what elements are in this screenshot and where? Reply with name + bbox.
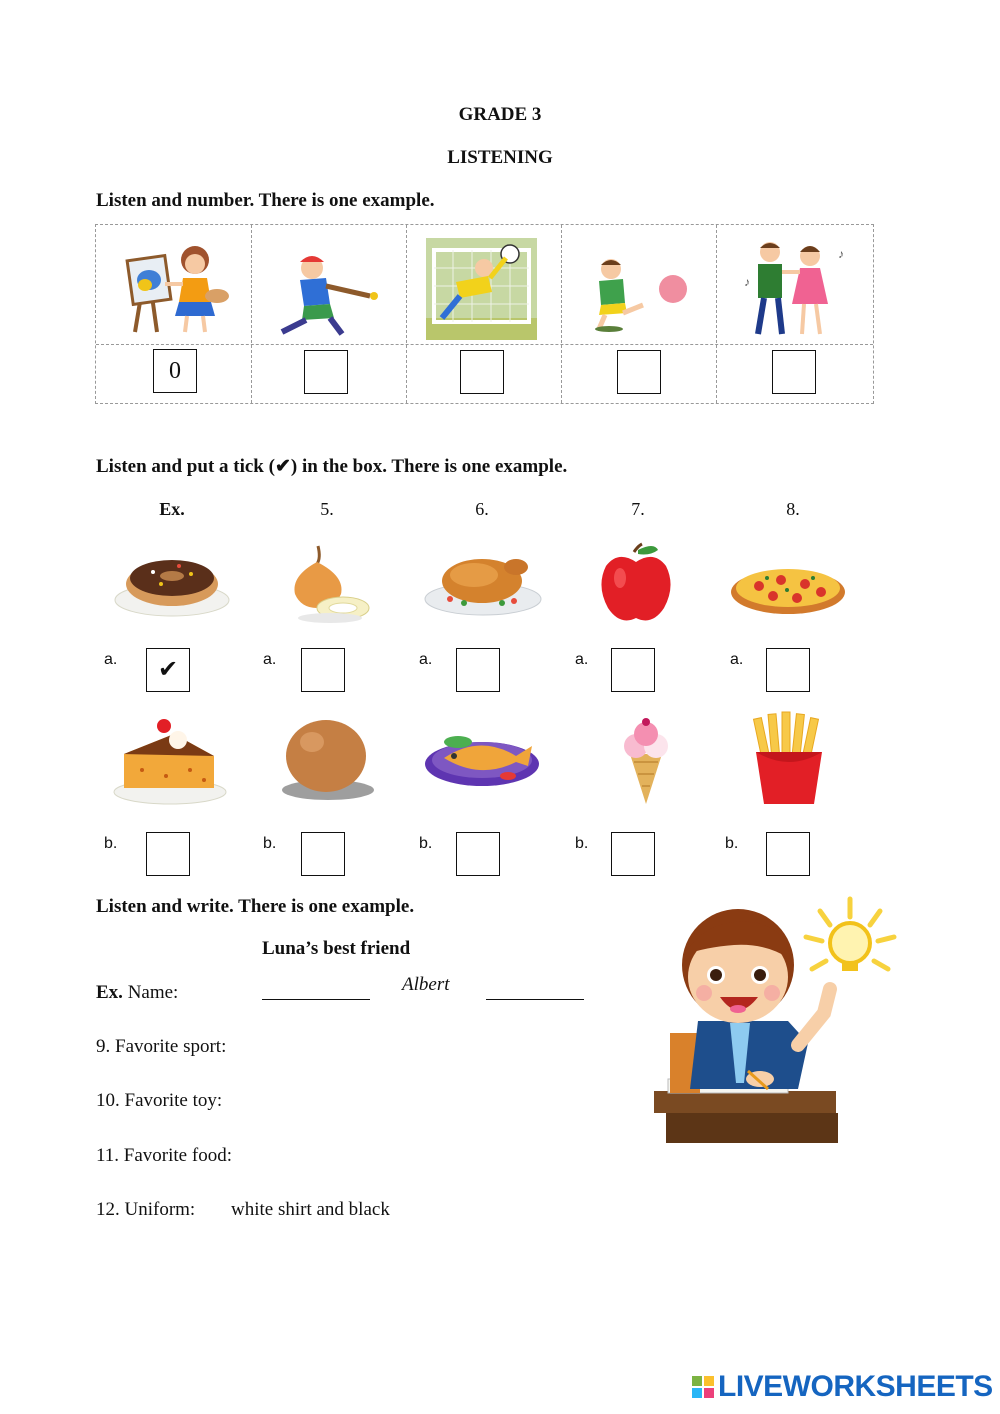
label-a-ex: a. xyxy=(104,651,118,668)
goalkeeper-icon xyxy=(426,238,537,340)
tick-box-ex-b xyxy=(146,832,190,876)
tick-box-ex-a: ✔ xyxy=(146,648,190,692)
label-a-5: a. xyxy=(263,651,277,668)
answer-input-9[interactable] xyxy=(260,1034,594,1062)
boy-with-idea-icon xyxy=(648,893,906,1148)
column-number-8: 8. xyxy=(786,499,800,519)
tick-box-7-b[interactable] xyxy=(611,832,655,876)
boy-playing-baseball-icon xyxy=(270,248,382,338)
label-b-8: b. xyxy=(725,835,739,852)
label-b-ex: b. xyxy=(104,835,118,852)
tick-box-7-a[interactable] xyxy=(611,648,655,692)
tick-box-8-a[interactable] xyxy=(766,648,810,692)
item-label-11: 11. Favorite food: xyxy=(96,1145,232,1166)
tick-box-8-b[interactable] xyxy=(766,832,810,876)
example-answer: Albert xyxy=(402,974,450,995)
example-blank-left xyxy=(262,999,370,1000)
item-label-12: 12. Uniform: xyxy=(96,1199,196,1220)
boy-kicking-ball-icon xyxy=(585,255,693,333)
answer-input-11[interactable] xyxy=(260,1143,594,1171)
liveworksheets-watermark: LIVEWORKSHEETS xyxy=(718,1370,993,1403)
part3-instruction: Listen and write. There is one example. xyxy=(96,896,415,917)
example-field-label: Name: xyxy=(127,982,179,1003)
item-text-12: white shirt and black xyxy=(231,1199,390,1220)
couple-dancing-icon xyxy=(740,238,852,338)
item-label-9: 9. Favorite sport: xyxy=(96,1036,227,1057)
column-number-6: 6. xyxy=(475,499,489,519)
svg-text:♪: ♪ xyxy=(744,275,750,289)
girl-painting-icon xyxy=(125,240,230,335)
tick-box-5-a[interactable] xyxy=(301,648,345,692)
worksheet-section: LISTENING xyxy=(447,147,553,168)
column-number-7: 7. xyxy=(631,499,645,519)
tick-box-6-b[interactable] xyxy=(456,832,500,876)
part3-heading: Luna’s best friend xyxy=(262,938,411,959)
item-label-10: 10. Favorite toy: xyxy=(96,1090,223,1111)
answer-input-12[interactable] xyxy=(410,1197,594,1225)
cake-slice-icon xyxy=(112,716,228,806)
roast-chicken-icon xyxy=(424,545,542,617)
pizza-icon xyxy=(729,560,847,616)
worksheet-grade: GRADE 3 xyxy=(458,104,542,125)
number-box-1[interactable] xyxy=(304,350,348,394)
liveworksheets-logo-icon xyxy=(692,1376,716,1400)
egg-icon xyxy=(278,718,376,802)
number-box-3[interactable] xyxy=(617,350,661,394)
number-box-4[interactable] xyxy=(772,350,816,394)
svg-text:♪: ♪ xyxy=(838,247,844,261)
french-fries-icon xyxy=(748,712,830,808)
label-a-7: a. xyxy=(575,651,589,668)
label-a-6: a. xyxy=(419,651,433,668)
tick-box-6-a[interactable] xyxy=(456,648,500,692)
tick-box-5-b[interactable] xyxy=(301,832,345,876)
label-b-6: b. xyxy=(419,835,433,852)
donut-icon xyxy=(113,548,231,618)
column-number-ex: Ex. xyxy=(159,499,185,519)
column-number-5: 5. xyxy=(320,499,334,519)
label-b-7: b. xyxy=(575,835,589,852)
part2-instruction: Listen and put a tick (✔) in the box. There is one example. xyxy=(96,456,568,477)
apple-icon xyxy=(598,542,674,626)
onion-icon xyxy=(285,542,375,624)
ice-cream-icon xyxy=(620,716,672,806)
label-b-5: b. xyxy=(263,835,277,852)
example-blank-right xyxy=(486,999,584,1000)
example-label: Ex. xyxy=(96,982,123,1003)
label-a-8: a. xyxy=(730,651,744,668)
fish-dish-icon xyxy=(424,726,540,788)
example-number-box: 0 xyxy=(153,349,197,393)
answer-input-10[interactable] xyxy=(260,1088,594,1116)
part1-instruction: Listen and number. There is one example. xyxy=(96,190,435,211)
number-box-2[interactable] xyxy=(460,350,504,394)
example-row xyxy=(96,982,178,1004)
